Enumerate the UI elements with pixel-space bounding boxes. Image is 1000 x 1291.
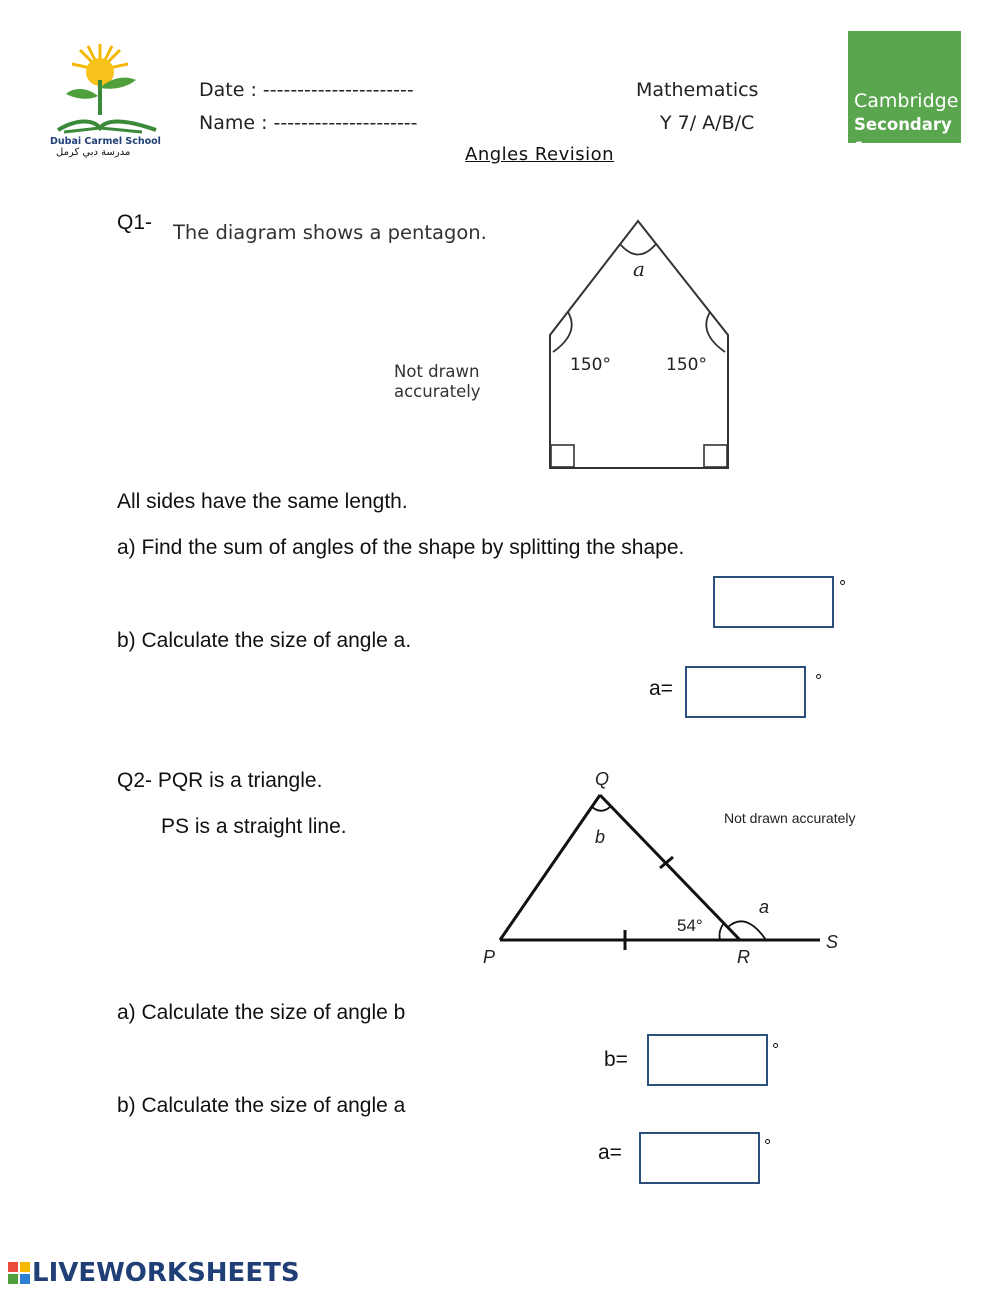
angle-arc-q [592, 806, 611, 811]
not-drawn-line1: Not drawn [394, 362, 480, 381]
q2-answer-b-label: a= [598, 1141, 622, 1164]
liveworksheets-text: LIVEWORKSHEETS [32, 1258, 300, 1288]
q2-part-a: a) Calculate the size of angle b [117, 1001, 406, 1024]
line-qr [600, 795, 740, 940]
vertex-s: S [826, 932, 839, 952]
q1-answer-a-degree: ° [839, 577, 847, 597]
q2-answer-a-label: b= [604, 1048, 628, 1071]
q1-answer-b-box[interactable] [685, 666, 806, 718]
q1-answer-a-box[interactable] [713, 576, 834, 628]
vertex-p: P [483, 947, 496, 967]
cambridge-line1: Cambridge [854, 90, 959, 112]
angle-label-150-left: 150° [570, 355, 611, 375]
q2-answer-b-degree: ° [764, 1136, 772, 1156]
year-group: Y 7/ A/B/C [660, 112, 755, 134]
school-name: Dubai Carmel School [50, 136, 161, 147]
q1-number: Q1- [117, 211, 153, 234]
angle-arc-r-inner [720, 923, 725, 940]
q2-answer-b-box[interactable] [639, 1132, 760, 1184]
q2-answer-a-box[interactable] [647, 1034, 768, 1086]
q2-line2: PS is a straight line. [161, 815, 347, 838]
line-pq [500, 795, 600, 940]
angle-label-a: a [633, 257, 645, 281]
vertex-r: R [737, 947, 750, 967]
angle-arc-a [728, 921, 766, 940]
q1-answer-b-label: a= [649, 677, 673, 700]
angle-label-b: b [595, 827, 606, 847]
q1-statement: All sides have the same length. [117, 490, 408, 513]
sun-tree-icon [50, 40, 165, 135]
angle-label-150-right: 150° [666, 355, 707, 375]
cambridge-logo [848, 31, 961, 158]
name-field: Name : --------------------- [199, 112, 418, 134]
subject: Mathematics [636, 79, 759, 101]
triangle-diagram [470, 765, 870, 975]
school-name-arabic: مدرسة دبي كرمل [56, 147, 131, 158]
pentagon-diagram [540, 215, 740, 477]
angle-label-a2: a [759, 897, 770, 917]
q1-part-b: b) Calculate the size of angle a. [117, 629, 412, 652]
q2-line1: Q2- PQR is a triangle. [117, 769, 323, 792]
date-field: Date : ---------------------- [199, 79, 414, 101]
q1-intro: The diagram shows a pentagon. [173, 221, 487, 244]
right-angle-left [551, 445, 574, 467]
angle-label-54: 54° [677, 916, 703, 935]
q1-part-a: a) Find the sum of angles of the shape by splitting the shape. [117, 536, 685, 559]
q2-answer-a-degree: ° [772, 1040, 780, 1060]
q1-answer-b-degree: ° [815, 671, 823, 691]
q2-part-b: b) Calculate the size of angle a [117, 1094, 406, 1117]
liveworksheets-logo[interactable] [8, 1258, 300, 1288]
angle-arc-top [620, 244, 656, 255]
not-drawn-line2: accurately [394, 382, 481, 401]
vertex-q: Q [595, 769, 610, 789]
school-logo [50, 40, 165, 158]
liveworksheets-icon [8, 1262, 30, 1284]
page-title: Angles Revision [465, 144, 615, 165]
q1-not-drawn [394, 362, 481, 402]
cambridge-line2: Secondary 1 [854, 115, 952, 158]
right-angle-right [704, 445, 727, 467]
q2-not-drawn: Not drawn accurately [724, 810, 856, 826]
